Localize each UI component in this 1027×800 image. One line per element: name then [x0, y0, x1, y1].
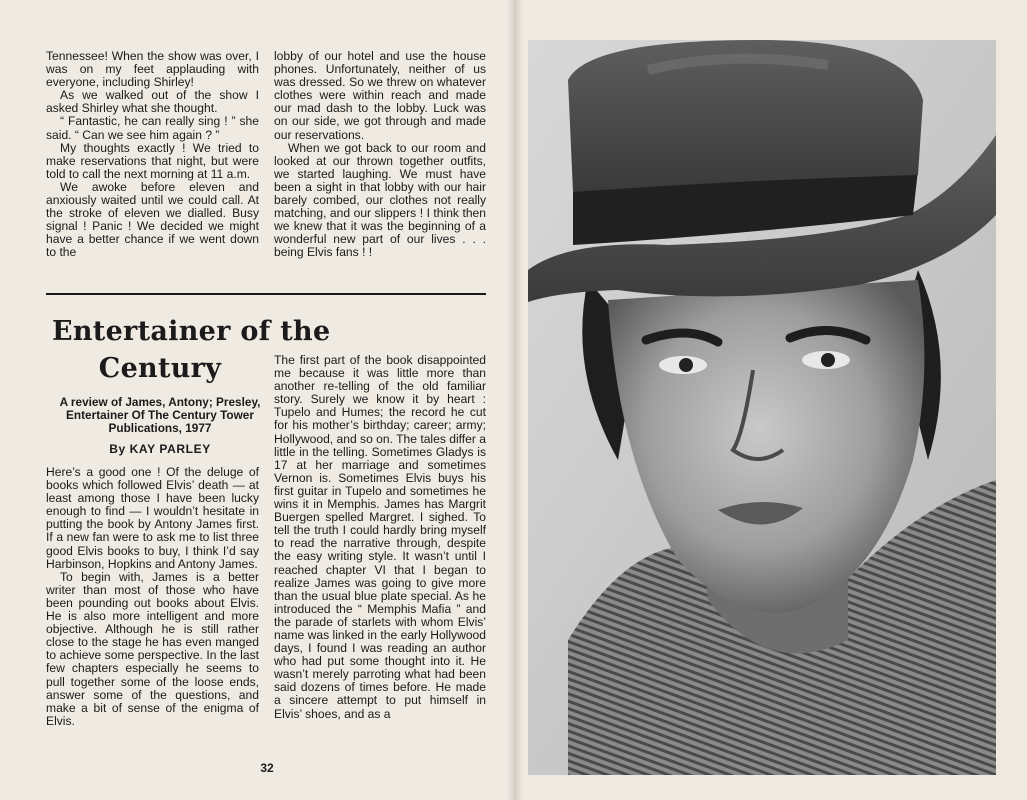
paragraph: We awoke before eleven and anxiously waited until we could call. At the stroke of eleven we dialled. Busy signal ! Panic ! We decided we might have a better chance if we went down to the: [46, 179, 259, 260]
portrait-illustration: [528, 40, 996, 775]
headline-line-1: Entertainer of the: [52, 316, 331, 347]
column-2-bottom: [274, 354, 486, 721]
column-1-top: [46, 50, 259, 260]
paragraph: To begin with, James is a better writer than most of those who have been pounding out books about Elvis. He is also more intelligent and more objective. Although he is still rather close to the stage he has even manged to achieve some perspective. In the last few chapters especially he seems to pull together some of the loose ends, answer some of the questions, and make a bit of sense of the enigma of Elvis.: [46, 569, 259, 728]
page-number: 32: [260, 761, 274, 775]
article-headline: [46, 313, 331, 387]
paragraph: lobby of our hotel and use the house phones. Unfortunately, neither of us was dressed. So we threw on whatever clothes were within reach and made our mad dash to the lobby. Luck was on our side, we got through and made our reservations.: [274, 49, 486, 142]
byline: By KAY PARLEY: [109, 442, 211, 456]
paragraph: As we walked out of the show I asked Shirley what she thought.: [46, 88, 259, 116]
section-divider: [46, 293, 486, 295]
headline-line-2: Century: [98, 353, 222, 384]
paragraph: “ Fantastic, he can really sing ! ” she said. “ Can we see him again ? ”: [46, 114, 259, 142]
page-gutter: [507, 0, 523, 800]
column-1-bottom: [46, 466, 259, 728]
review-deck: A review of James, Antony; Presley, Entertainer Of The Century Tower Publications, 1977: [59, 395, 261, 436]
paragraph: When we got back to our room and looked at our thrown together outfits, we started laughing. We must have been a sight in that lobby with our hair barely combed, our clothes not really matching, and our slippers ! I think then we knew that it was the beginning of a wonderful new part of our lives . . . being Elvis fans ! !: [274, 140, 486, 260]
paragraph: Here’s a good one ! Of the deluge of books which followed Elvis’ death — at least among those I have been lucky enough to find — I wouldn’t hesitate in putting the book by Antony James first. If a new fan were to ask me to list three good Elvis books to buy, I think I’d say Harbinson, Hopkins and Antony James.: [46, 465, 259, 571]
paragraph: Tennessee! When the show was over, I was on my feet applauding with everyone, including Shirley!: [46, 49, 259, 90]
paragraph: The first part of the book disappointed me because it was little more than another re-telling of the old familiar story. Surely we know it by heart : Tupelo and Humes; the record he cut for his mother’s birthday; career; army; Hollywood, and so on. The tales differ a little in the telling. Sometimes Gladys is 17 at her marriage and sometimes Vernon is. Sometimes Elvis buys his first guitar in Tupelo and sometimes he wins it in Memphis. James has Margrit Buergen spelled Margret. I sighed. To tell the truth I could hardly bring myself to read the narrative through, despite the easy writing style. It wasn’t until I reached chapter VI that I began to realize James was going to give more than the usual blue plate special. As he introduced the “ Memphis Mafia ” and the parade of starlets with whom Elvis’ name was linked in the early Hollywood days, I found I was reading an author who had put some thought into it. He wasn’t merely parroting what had been said dozens of times before. He made a sincere attempt to put himself in Elvis’ shoes, and as a: [274, 353, 486, 721]
paragraph: My thoughts exactly ! We tried to make reservations that night, but were told to call the next morning at 11 a.m.: [46, 140, 259, 181]
column-2-top: [274, 50, 486, 260]
portrait-photo: [528, 40, 996, 775]
